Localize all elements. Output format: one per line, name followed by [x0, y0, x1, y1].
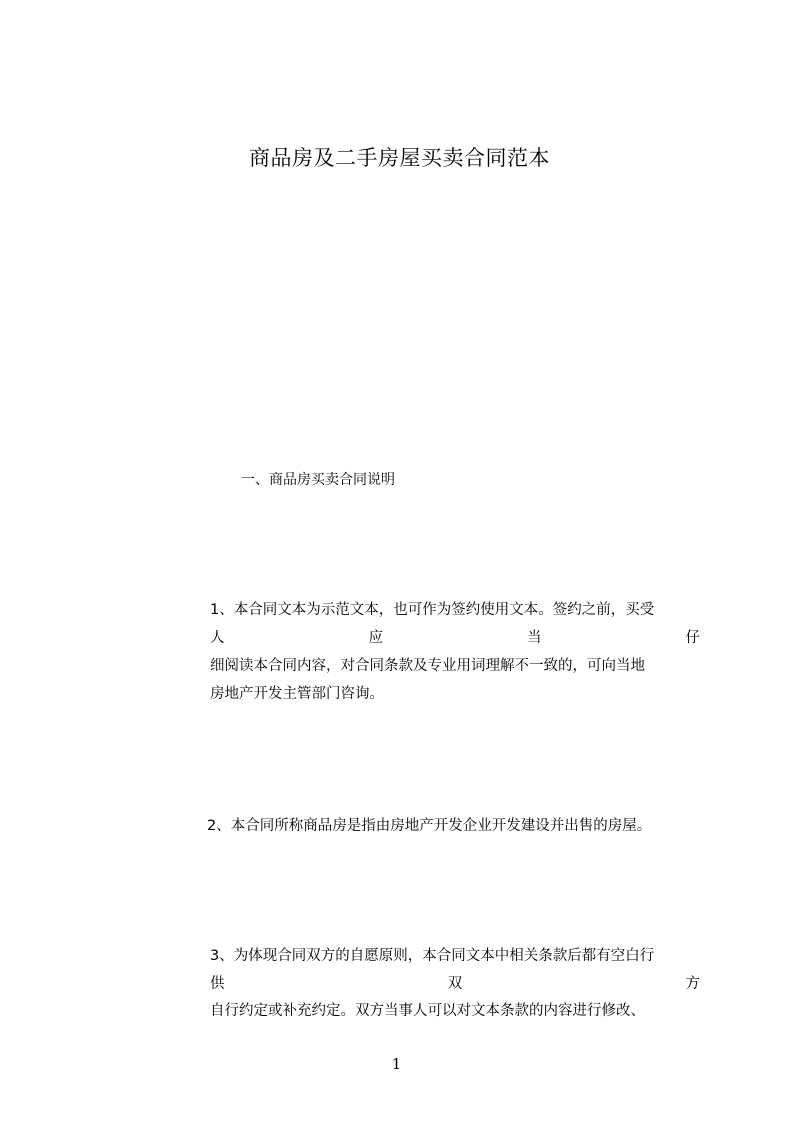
paragraph-1-line-3: 细阅读本合同内容，对合同条款及专业用词理解不一致的，可向当地 — [210, 658, 645, 674]
paragraph-2-line-1: 2、本合同所称商品房是指由房地产开发企业开发建设并出售的房屋。 — [207, 818, 652, 834]
paragraph-1-line-1: 1、本合同文本为示范文本，也可作为签约使用文本。签约之前，买受 — [210, 602, 655, 618]
paragraph-1-line-4: 房地产开发主管部门咨询。 — [210, 686, 384, 702]
paragraph-3-line-1: 3、为体现合同双方的自愿原则，本合同文本中相关条款后都有空白行 — [210, 948, 655, 964]
page-number: 1 — [391, 1055, 402, 1073]
word: 双 — [447, 976, 463, 992]
paragraph-3-line-3: 自行约定或补充约定。双方当事人可以对文本条款的内容进行修改、 — [210, 1003, 645, 1019]
word: 应 — [368, 630, 383, 646]
document-title: 商品房及二手房屋买卖合同范本 — [249, 146, 550, 170]
word: 方 — [685, 976, 700, 992]
word: 人 — [210, 630, 225, 646]
paragraph-1-line-2 — [210, 628, 700, 648]
word: 供 — [210, 976, 225, 992]
word: 当 — [527, 630, 542, 646]
section-heading: 一、商品房买卖合同说明 — [241, 472, 395, 488]
word: 仔 — [685, 630, 700, 646]
paragraph-3-line-2 — [210, 974, 700, 994]
